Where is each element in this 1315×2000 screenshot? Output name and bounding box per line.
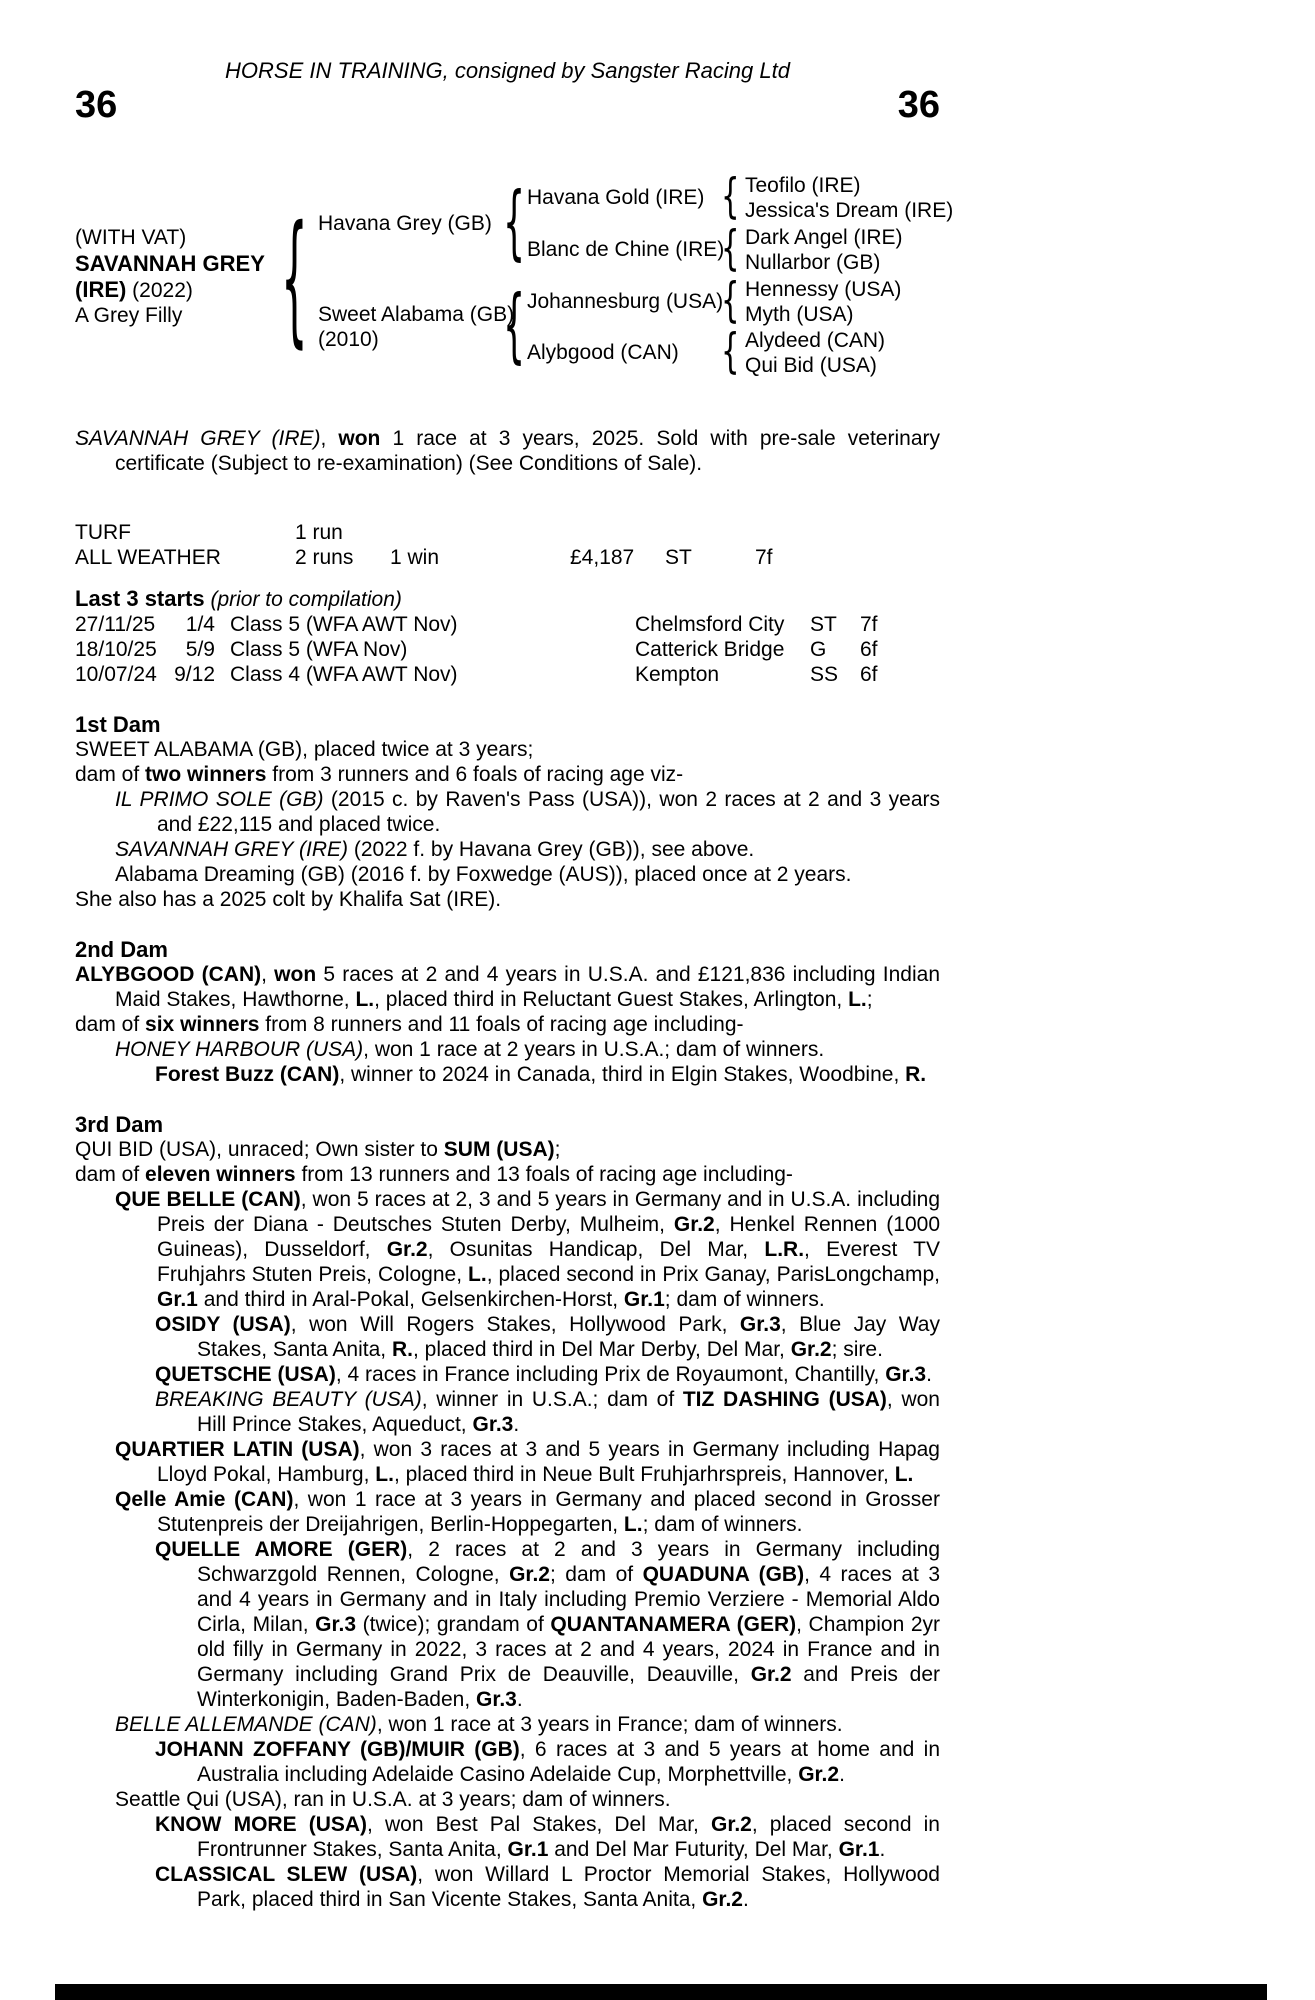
dam-year: (2010) bbox=[318, 328, 379, 351]
dam-paragraph: BREAKING BEAUTY (USA), winner in U.S.A.; dam of TIZ DASHING (USA), won Hill Prince Stakes, Aqueduct, Gr.3. bbox=[155, 1388, 940, 1436]
record-wins bbox=[390, 520, 570, 545]
dam-paragraph: BELLE ALLEMANDE (CAN), won 1 race at 3 years in France; dam of winners. bbox=[115, 1713, 843, 1736]
lot-number-left: 36 bbox=[75, 84, 118, 126]
last3-date: 10/07/24 bbox=[75, 663, 157, 686]
pedigree-brace-gen3-4 bbox=[721, 328, 740, 376]
last3-pos: 5/9 bbox=[185, 638, 215, 661]
record-dist bbox=[755, 520, 940, 545]
pedigree-brace-sire bbox=[503, 183, 525, 264]
pedigree-brace-gen3-3 bbox=[721, 277, 740, 325]
dam-paragraph: SWEET ALABAMA (GB), placed twice at 3 years; bbox=[75, 738, 534, 761]
dam-paragraph: IL PRIMO SOLE (GB) (2015 c. by Raven's Pass (USA)), won 2 races at 2 and 3 years and £22,115 and placed twice. bbox=[115, 788, 940, 836]
dam-paragraph: dam of two winners from 3 runners and 6 foals of racing age viz- bbox=[75, 763, 684, 786]
pedigree-gen3-name: Hennessy (USA) bbox=[745, 278, 902, 301]
last3-title-row bbox=[75, 586, 940, 612]
dam-paragraph: CLASSICAL SLEW (USA), won Willard L Proctor Memorial Stakes, Hollywood Park, placed third in San Vicente Stakes, Santa Anita, Gr.2. bbox=[155, 1863, 940, 1911]
pedigree-gen2-name: Havana Gold (IRE) bbox=[527, 186, 705, 209]
record-dist: 7f bbox=[755, 546, 773, 569]
horse-name-suffix: (IRE) bbox=[75, 277, 127, 302]
dam-paragraph: QUE BELLE (CAN), won 5 races at 2, 3 and 5 years in Germany and in U.S.A. including Preis der Diana - Deutsches Stuten Derby, Mulheim, Gr.2, Henkel Rennen (1000 Guineas), Dusseldorf, Gr.2, Osunitas Handicap, Del Mar, L.R., Everest TV Fruhjahrs Stuten Preis, Cologne, L., placed second in Prix Ganay, ParisLongchamp, Gr.1 and third in Aral-Pokal, Gelsenkirchen-Horst, Gr.1; dam of winners. bbox=[115, 1188, 940, 1311]
dam-paragraph: HONEY HARBOUR (USA), won 1 race at 2 years in U.S.A.; dam of winners. bbox=[115, 1038, 825, 1061]
record-row bbox=[75, 520, 940, 545]
last3-title: Last 3 starts bbox=[75, 586, 205, 611]
last3-row bbox=[75, 637, 940, 662]
last3-date: 18/10/25 bbox=[75, 638, 157, 661]
last3-going: G bbox=[810, 638, 827, 661]
record-runs: 1 run bbox=[295, 521, 343, 544]
pedigree-brace-gen3-1 bbox=[721, 173, 740, 221]
record-surface: TURF bbox=[75, 521, 131, 544]
last3-class: Class 5 (WFA AWT Nov) bbox=[230, 613, 458, 636]
dam-paragraph: Qelle Amie (CAN), won 1 race at 3 years in Germany and placed second in Grosser Stutenpreis der Dreijahrigen, Berlin-Hoppegarten, L.; dam of winners. bbox=[115, 1488, 940, 1536]
last3-subtitle: (prior to compilation) bbox=[210, 588, 402, 611]
dam-section bbox=[75, 937, 940, 1087]
record-runs: 2 runs bbox=[295, 546, 354, 569]
dam-paragraph: dam of eleven winners from 13 runners and 13 foals of racing age including- bbox=[75, 1163, 793, 1186]
last3-class: Class 4 (WFA AWT Nov) bbox=[230, 663, 458, 686]
dam-paragraph: Forest Buzz (CAN), winner to 2024 in Canada, third in Elgin Stakes, Woodbine, R. bbox=[155, 1063, 927, 1086]
lot-number-row bbox=[75, 86, 940, 124]
pedigree-gen3-name: Alydeed (CAN) bbox=[745, 329, 886, 352]
last3-pos: 1/4 bbox=[185, 613, 215, 636]
bottom-scan-bar bbox=[55, 1984, 1267, 2000]
dam-paragraph: Seattle Qui (USA), ran in U.S.A. at 3 years; dam of winners. bbox=[115, 1788, 671, 1811]
dam-paragraph: QUARTIER LATIN (USA), won 3 races at 3 and 5 years in Germany including Hapag Lloyd Pokal, Hamburg, L., placed third in Neue Bult Fruhjarhrspreis, Hannover, L. bbox=[115, 1438, 940, 1486]
dam-paragraph: QUELLE AMORE (GER), 2 races at 2 and 3 years in Germany including Schwarzgold Rennen, Cologne, Gr.2; dam of QUADUNA (GB), 4 races at 3 and 4 years in Germany and in Italy including Premio Verziere - Memorial Aldo Cirla, Milan, Gr.3 (twice); grandam of QUANTANAMERA (GER), Champion 2yr old filly in Germany in 2022, 3 races at 2 and 4 years, 2024 in France and in Germany including Grand Prix de Deauville, Deauville, Gr.2 and Preis der Winterkonigin, Baden-Baden, Gr.3. bbox=[155, 1538, 941, 1711]
horse-name-line2 bbox=[75, 279, 193, 302]
pedigree-tree bbox=[75, 170, 954, 388]
last3-dist: 6f bbox=[860, 663, 878, 686]
last3-row bbox=[75, 612, 940, 637]
dams-container bbox=[75, 712, 940, 1912]
last3-course: Kempton bbox=[635, 663, 720, 686]
last3-row bbox=[75, 662, 940, 687]
pedigree-gen3-name: Nullarbor (GB) bbox=[745, 251, 881, 274]
dam-paragraph: KNOW MORE (USA), won Best Pal Stakes, Del Mar, Gr.2, placed second in Frontrunner Stakes, Santa Anita, Gr.1 and Del Mar Futurity, Del Mar, Gr.1. bbox=[155, 1813, 940, 1861]
dam-name: Sweet Alabama (GB) bbox=[318, 303, 515, 326]
record-table bbox=[75, 520, 940, 570]
race-summary: SAVANNAH GREY (IRE), won 1 race at 3 years, 2025. Sold with pre-sale veterinary certificate (Subject to re-examination) (See Conditions of Sale). bbox=[75, 427, 940, 475]
pedigree-gen2-name: Blanc de Chine (IRE) bbox=[527, 238, 725, 261]
pedigree-gen2-name: Alybgood (CAN) bbox=[527, 341, 679, 364]
dam-heading: 2nd Dam bbox=[75, 937, 168, 962]
vat-note: (WITH VAT) bbox=[75, 226, 187, 249]
last3-dist: 6f bbox=[860, 638, 878, 661]
record-going bbox=[665, 520, 755, 545]
pedigree-gen3-name: Jessica's Dream (IRE) bbox=[745, 199, 954, 222]
pedigree-brace-gen1 bbox=[281, 210, 308, 353]
sire-name: Havana Grey (GB) bbox=[318, 212, 492, 235]
lot-number-right: 36 bbox=[897, 84, 940, 126]
last3-going: ST bbox=[810, 613, 837, 636]
dam-paragraph: SAVANNAH GREY (IRE) (2022 f. by Havana Grey (GB)), see above. bbox=[115, 838, 755, 861]
last3-pos: 9/12 bbox=[174, 663, 215, 686]
record-earnings bbox=[570, 520, 665, 545]
dam-paragraph: JOHANN ZOFFANY (GB)/MUIR (GB), 6 races at 3 and 5 years at home and in Australia including Adelaide Casino Adelaide Cup, Morphettville, Gr.2. bbox=[155, 1738, 940, 1786]
dam-paragraph: QUI BID (USA), unraced; Own sister to SUM (USA); bbox=[75, 1138, 561, 1161]
dam-heading: 3rd Dam bbox=[75, 1112, 164, 1137]
last3-course: Catterick Bridge bbox=[635, 638, 785, 661]
dam-paragraph: ALYBGOOD (CAN), won 5 races at 2 and 4 years in U.S.A. and £121,836 including Indian Maid Stakes, Hawthorne, L., placed third in Reluctant Guest Stakes, Arlington, L.; bbox=[75, 963, 941, 1011]
page-header-title: HORSE IN TRAINING, consigned by Sangster Racing Ltd bbox=[225, 58, 790, 83]
dam-paragraph: dam of six winners from 8 runners and 11 foals of racing age including- bbox=[75, 1013, 744, 1036]
pedigree-brace-dam bbox=[503, 286, 525, 367]
pedigree-gen3-name: Qui Bid (USA) bbox=[745, 354, 877, 377]
horse-name-line1: SAVANNAH GREY bbox=[75, 251, 265, 276]
record-surface: ALL WEATHER bbox=[75, 546, 221, 569]
last3-class: Class 5 (WFA Nov) bbox=[230, 638, 408, 661]
last3-date: 27/11/25 bbox=[75, 613, 156, 636]
pedigree-gen3-name: Dark Angel (IRE) bbox=[745, 226, 903, 249]
last3-rows bbox=[75, 612, 940, 687]
horse-description: A Grey Filly bbox=[75, 304, 183, 327]
dam-section bbox=[75, 712, 940, 912]
record-going: ST bbox=[665, 546, 692, 569]
dam-paragraph: She also has a 2025 colt by Khalifa Sat (IRE). bbox=[75, 888, 502, 911]
last3-dist: 7f bbox=[860, 613, 878, 636]
record-earnings: £4,187 bbox=[570, 546, 635, 569]
dam-heading: 1st Dam bbox=[75, 712, 161, 737]
last3-going: SS bbox=[810, 663, 839, 686]
pedigree-gen2-name: Johannesburg (USA) bbox=[527, 290, 724, 313]
dam-section bbox=[75, 1112, 940, 1912]
last3-course: Chelmsford City bbox=[635, 613, 785, 636]
record-row bbox=[75, 545, 940, 570]
dam-paragraph: OSIDY (USA), won Will Rogers Stakes, Hollywood Park, Gr.3, Blue Jay Way Stakes, Santa Anita, R., placed third in Del Mar Derby, Del Mar, Gr.2; sire. bbox=[155, 1313, 940, 1361]
horse-name-year: (2022) bbox=[132, 279, 193, 302]
page-content bbox=[75, 58, 954, 1912]
pedigree-gen3-name: Myth (USA) bbox=[745, 303, 854, 326]
pedigree-gen3-name: Teofilo (IRE) bbox=[745, 174, 861, 197]
dam-paragraph: QUETSCHE (USA), 4 races in France including Prix de Royaumont, Chantilly, Gr.3. bbox=[155, 1363, 932, 1386]
dam-paragraph: Alabama Dreaming (GB) (2016 f. by Foxwedge (AUS)), placed once at 2 years. bbox=[115, 863, 852, 886]
last3-starts bbox=[75, 586, 940, 687]
record-wins: 1 win bbox=[390, 546, 440, 569]
